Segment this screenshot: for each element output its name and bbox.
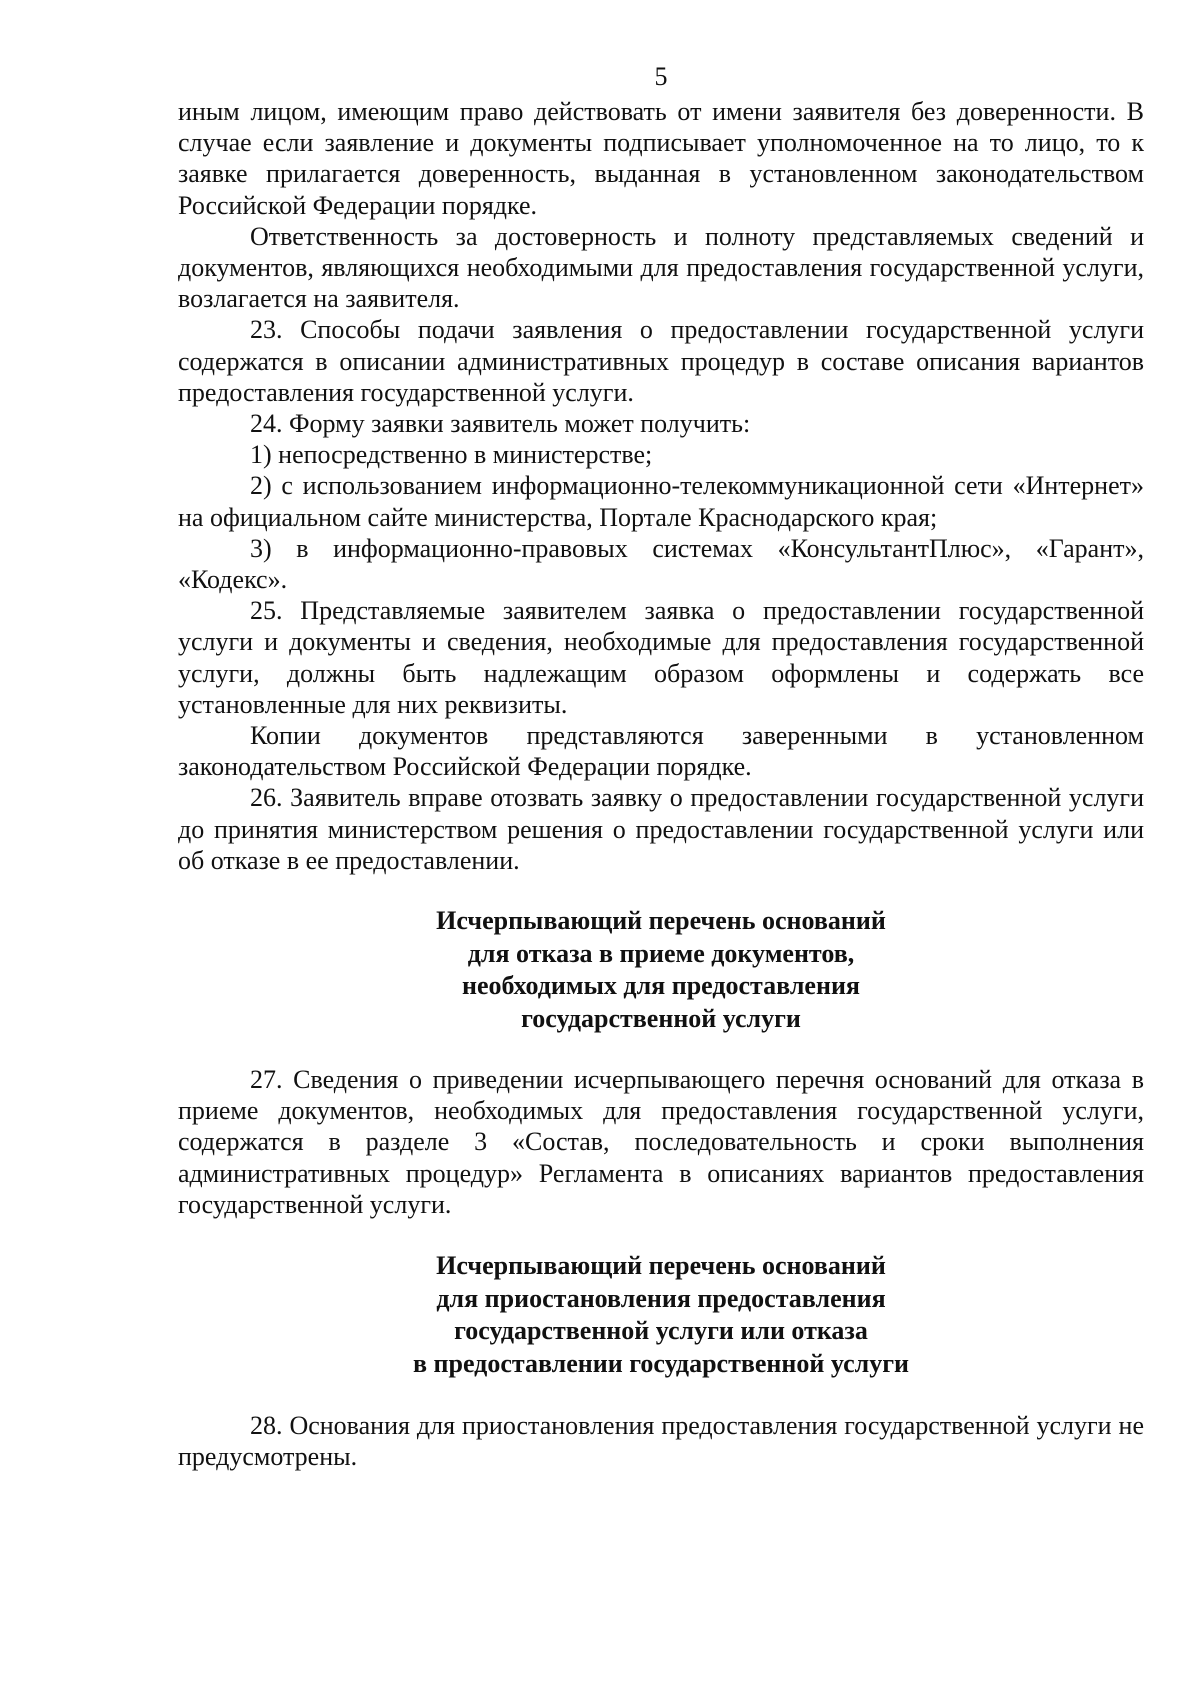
heading-line: государственной услуги <box>521 1003 801 1033</box>
paragraph-27: 27. Сведения о приведении исчерпывающего перечня оснований для отказа в приеме документов, необходимых для предоставления государственной услуги, содержатся в разделе 3 «Состав, последовательность и сроки выполнения административных процедур» Регламента в описаниях вариантов предоставления государственной услуги. <box>178 1065 1144 1219</box>
heading-line: государственной услуги или отказа <box>454 1316 868 1346</box>
paragraph-28: 28. Основания для приостановления предоставления государственной услуги не предусмотрены. <box>178 1411 1144 1472</box>
paragraph-copies: Копии документов представляются заверенными в установленном законодательством Российской Федерации порядке. <box>178 721 1144 782</box>
paragraph-23: 23. Способы подачи заявления о предоставлении государственной услуги содержатся в описании административных процедур в составе описания вариантов предоставления государственной услуги. <box>178 315 1144 407</box>
paragraph-25: 25. Представляемые заявителем заявка о предоставлении государственной услуги и документы и сведения, необходимые для предоставления государственной услуги, должны быть надлежащим образом оформлены и содержать все установленные для них реквизиты. <box>178 596 1144 719</box>
list-item-2: 2) с использованием информационно-телекоммуникационной сети «Интернет» на официальном сайте министерства, Портале Краснодарского края; <box>178 471 1144 532</box>
heading-line: в предоставлении государственной услуги <box>412 1348 909 1378</box>
heading-line: необходимых для предоставления <box>461 971 860 1001</box>
paragraph-responsibility: Ответственность за достоверность и полноту представляемых сведений и документов, являющихся необходимыми для предоставления государственной услуги, возлагается на заявителя. <box>178 221 1144 314</box>
heading-line: для отказа в приеме документов, <box>467 938 855 968</box>
page-number: 5 <box>654 62 668 91</box>
document-page <box>178 62 1144 1473</box>
paragraph-26: 26. Заявитель вправе отозвать заявку о предоставлении государственной услуги до принятия министерством решения о предоставлении государственной услуги или об отказе в ее предоставлении. <box>178 783 1144 875</box>
heading-line: Исчерпывающий перечень оснований <box>436 906 886 936</box>
paragraph-continuation: иным лицом, имеющим право действовать от имени заявителя без доверенности. В случае если заявление и документы подписывает уполномоченное на то лицо, то к заявке прилагается доверенность, выданная в установленном законодательством Российской Федерации порядке. <box>178 97 1144 220</box>
top-paragraphs <box>178 96 1144 876</box>
section-heading-suspension <box>178 1250 1144 1380</box>
list-item-3: 3) в информационно-правовых системах «КонсультантПлюс», «Гарант», «Кодекс». <box>178 533 1144 595</box>
heading-line: Исчерпывающий перечень оснований <box>436 1251 886 1281</box>
list-item-1: 1) непосредственно в министерстве; <box>250 440 653 470</box>
section-heading-refusal <box>178 905 1144 1035</box>
paragraph-24: 24. Форму заявки заявитель может получить: <box>250 409 751 439</box>
heading-line: для приостановления предоставления <box>436 1283 886 1313</box>
